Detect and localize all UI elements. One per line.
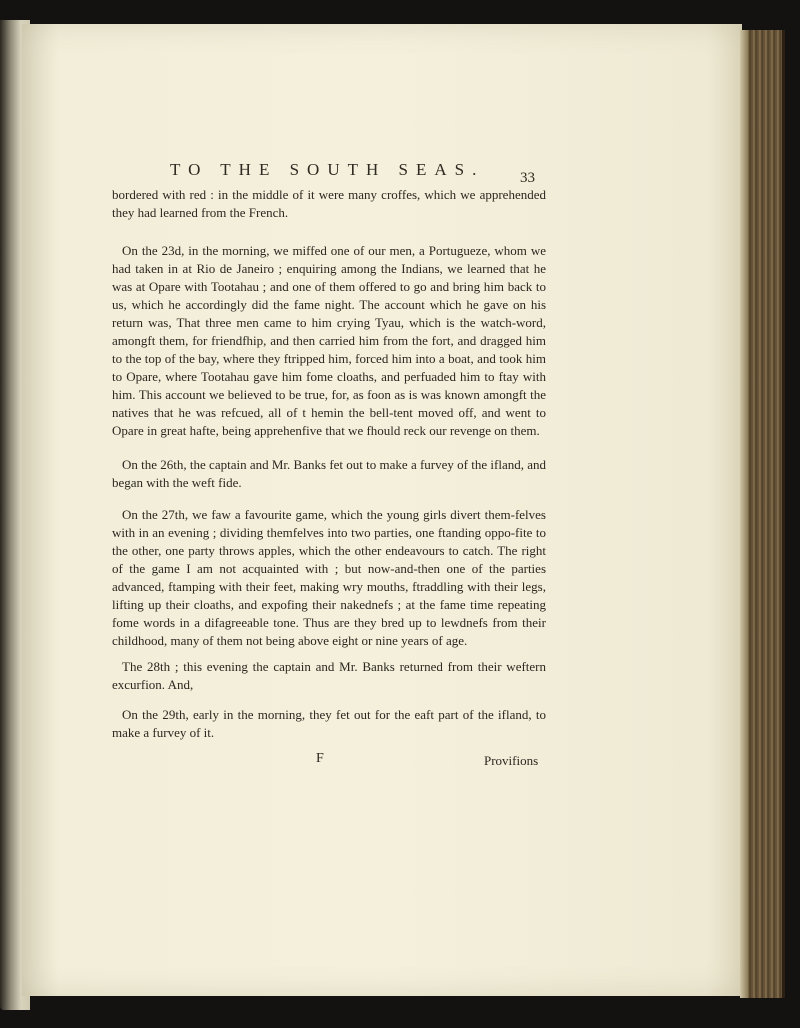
paragraph — [112, 456, 546, 492]
catchword: Provifions — [484, 753, 539, 768]
paragraph — [112, 242, 546, 440]
paragraph-text: On the 27th, we faw a favourite game, which the young girls divert them-felves with in an evening ; dividing themfelves into two parties, one ftanding oppo-fite to the other, one party throws apples, which the other endeavours to catch. The right of the game I am not acquainted with ; but now-and-then one of the parties advanced, ftamping with their feet, making wry mouths, ftraddling with their legs, lifting up their cloaths, and expofing their nakednefs ; at the fame time repeating fome words in a difagreeable tone. Thus are they bred up to lewdnefs from their childhood, many of them not being above eight or nine years of age. — [112, 507, 546, 648]
page-number: 33 — [520, 170, 535, 186]
paragraph-text: On the 29th, early in the morning, they fet out for the eaft part of the ifland, to make a furvey of it. — [112, 707, 546, 740]
paragraph-text: On the 26th, the captain and Mr. Banks fet out to make a furvey of the ifland, and began with the weft fide. — [112, 457, 546, 490]
page-stack-edges — [740, 30, 785, 998]
paragraph-text: bordered with red : in the middle of it were many croffes, which we apprehended they had learned from the French. — [112, 187, 546, 220]
running-title: TO THE SOUTH SEAS. — [170, 160, 485, 179]
paragraph — [112, 706, 546, 742]
paragraph-text: On the 23d, in the morning, we miffed one of our men, a Portugueze, whom we had taken in at Rio de Janeiro ; enquiring among the Indians, we learned that he was at Opare with Tootahau ; and one of them offered to go and bring him back to us, which he accordingly did the fame night. The account which he gave on his return was, That three men came to him crying Tyau, which is the watch-word, amongft them, for friendfhip, and then carried him from the fort, and dragged him to the top of the bay, where they ftripped him, forced him into a boat, and took him to Opare, where Tootahau gave him fome cloaths, and perfuaded him to ftay with him. This account we believed to be true, for, as foon as is was known amongft the natives that he was refcued, all of t hemin the bell-tent moved off, and went to Opare in great hafte, being apprehenfive that we fhould reck our revenge on them. — [112, 243, 546, 438]
paragraph-text: The 28th ; this evening the captain and Mr. Banks returned from their weftern excurfion. And, — [112, 659, 546, 692]
paragraph — [112, 186, 546, 222]
paragraph — [112, 658, 546, 694]
paragraph — [112, 506, 546, 650]
signature-mark: F — [316, 751, 324, 766]
